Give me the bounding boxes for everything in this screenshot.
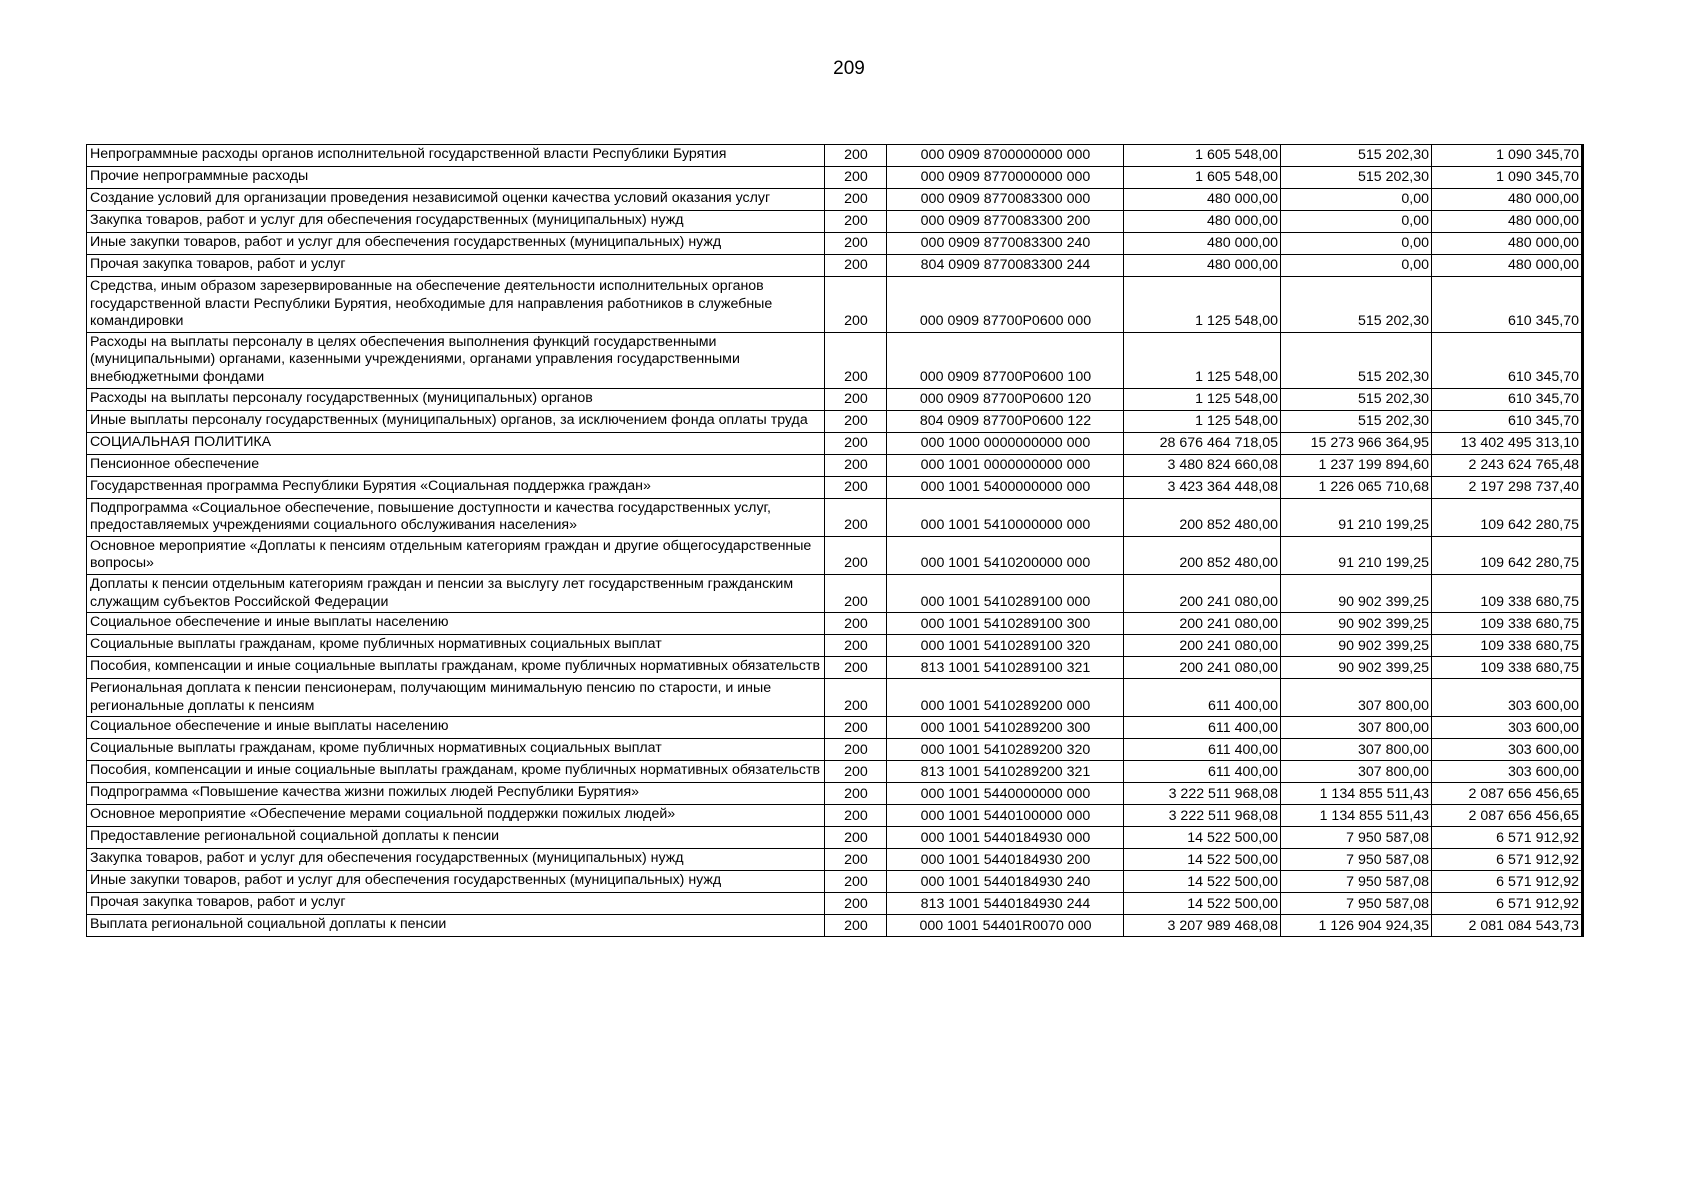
row-name-cell: Иные закупки товаров, работ и услуг для обеспечения государственных (муниципальных) нужд xyxy=(87,871,825,893)
row-approved-amount-cell: 611 400,00 xyxy=(1124,761,1281,783)
row-name-cell: Расходы на выплаты персоналу в целях обеспечения выполнения функций государственными (муниципальными) органами, казенными учреждениями, органами управления государственными внебюджетными фондами xyxy=(87,332,825,388)
row-budget-classification-code-cell: 000 1001 5410289100 320 xyxy=(887,635,1124,657)
row-executed-amount-cell: 0,00 xyxy=(1281,255,1432,277)
row-code-cell: 200 xyxy=(825,871,887,893)
row-name-cell: Региональная доплата к пенсии пенсионерам, получающим минимальную пенсию по старости, и иные региональные доплаты к пенсиям xyxy=(87,679,825,717)
row-approved-amount-cell: 200 241 080,00 xyxy=(1124,657,1281,679)
row-code-cell: 200 xyxy=(825,255,887,277)
row-unexecuted-amount-cell: 2 081 084 543,73 xyxy=(1432,915,1583,937)
row-executed-amount-cell: 0,00 xyxy=(1281,189,1432,211)
row-code-cell: 200 xyxy=(825,893,887,915)
row-approved-amount-cell: 480 000,00 xyxy=(1124,233,1281,255)
row-unexecuted-amount-cell: 480 000,00 xyxy=(1432,189,1583,211)
row-budget-classification-code-cell: 000 0909 87700P0600 000 xyxy=(887,277,1124,333)
row-code-cell: 200 xyxy=(825,761,887,783)
row-approved-amount-cell: 200 241 080,00 xyxy=(1124,613,1281,635)
table-row xyxy=(87,827,1583,849)
row-unexecuted-amount-cell: 109 642 280,75 xyxy=(1432,536,1583,574)
row-code-cell: 200 xyxy=(825,679,887,717)
table-row xyxy=(87,739,1583,761)
row-executed-amount-cell: 1 134 855 511,43 xyxy=(1281,805,1432,827)
row-name-cell: Предоставление региональной социальной доплаты к пенсии xyxy=(87,827,825,849)
table-row xyxy=(87,476,1583,498)
row-budget-classification-code-cell: 000 1001 5410289100 300 xyxy=(887,613,1124,635)
row-approved-amount-cell: 3 423 364 448,08 xyxy=(1124,476,1281,498)
table-row xyxy=(87,454,1583,476)
row-name-cell: Пенсионное обеспечение xyxy=(87,454,825,476)
row-budget-classification-code-cell: 000 1001 0000000000 000 xyxy=(887,454,1124,476)
table-row xyxy=(87,388,1583,410)
row-approved-amount-cell: 3 222 511 968,08 xyxy=(1124,805,1281,827)
row-approved-amount-cell: 3 207 989 468,08 xyxy=(1124,915,1281,937)
row-executed-amount-cell: 515 202,30 xyxy=(1281,332,1432,388)
row-code-cell: 200 xyxy=(825,189,887,211)
row-budget-classification-code-cell: 000 1001 5410289100 000 xyxy=(887,574,1124,612)
row-approved-amount-cell: 14 522 500,00 xyxy=(1124,871,1281,893)
table-row xyxy=(87,805,1583,827)
row-executed-amount-cell: 515 202,30 xyxy=(1281,410,1432,432)
row-approved-amount-cell: 14 522 500,00 xyxy=(1124,849,1281,871)
table-row xyxy=(87,498,1583,536)
row-approved-amount-cell: 611 400,00 xyxy=(1124,717,1281,739)
row-executed-amount-cell: 0,00 xyxy=(1281,211,1432,233)
table-row xyxy=(87,849,1583,871)
row-budget-classification-code-cell: 813 1001 5410289100 321 xyxy=(887,657,1124,679)
row-executed-amount-cell: 91 210 199,25 xyxy=(1281,536,1432,574)
row-unexecuted-amount-cell: 610 345,70 xyxy=(1432,388,1583,410)
row-executed-amount-cell: 90 902 399,25 xyxy=(1281,613,1432,635)
row-executed-amount-cell: 1 134 855 511,43 xyxy=(1281,783,1432,805)
table-row xyxy=(87,211,1583,233)
row-code-cell: 200 xyxy=(825,233,887,255)
row-budget-classification-code-cell: 000 0909 8770000000 000 xyxy=(887,167,1124,189)
row-approved-amount-cell: 611 400,00 xyxy=(1124,739,1281,761)
row-name-cell: Расходы на выплаты персоналу государственных (муниципальных) органов xyxy=(87,388,825,410)
row-name-cell: Основное мероприятие «Доплаты к пенсиям отдельным категориям граждан и другие общегосударственные вопросы» xyxy=(87,536,825,574)
table-row xyxy=(87,761,1583,783)
row-unexecuted-amount-cell: 109 338 680,75 xyxy=(1432,657,1583,679)
row-name-cell: Социальные выплаты гражданам, кроме публичных нормативных социальных выплат xyxy=(87,739,825,761)
row-budget-classification-code-cell: 000 0909 8770083300 200 xyxy=(887,211,1124,233)
row-executed-amount-cell: 7 950 587,08 xyxy=(1281,893,1432,915)
row-code-cell: 200 xyxy=(825,277,887,333)
row-approved-amount-cell: 1 125 548,00 xyxy=(1124,332,1281,388)
row-executed-amount-cell: 90 902 399,25 xyxy=(1281,657,1432,679)
row-unexecuted-amount-cell: 109 642 280,75 xyxy=(1432,498,1583,536)
table-row xyxy=(87,574,1583,612)
row-budget-classification-code-cell: 000 1001 5440184930 000 xyxy=(887,827,1124,849)
row-budget-classification-code-cell: 000 1001 5440100000 000 xyxy=(887,805,1124,827)
table-row xyxy=(87,332,1583,388)
table-row xyxy=(87,635,1583,657)
row-budget-classification-code-cell: 813 1001 5410289200 321 xyxy=(887,761,1124,783)
row-code-cell: 200 xyxy=(825,432,887,454)
row-code-cell: 200 xyxy=(825,167,887,189)
row-budget-classification-code-cell: 000 0909 87700P0600 100 xyxy=(887,332,1124,388)
row-unexecuted-amount-cell: 6 571 912,92 xyxy=(1432,871,1583,893)
row-unexecuted-amount-cell: 109 338 680,75 xyxy=(1432,613,1583,635)
row-unexecuted-amount-cell: 2 197 298 737,40 xyxy=(1432,476,1583,498)
table-row xyxy=(87,783,1583,805)
row-approved-amount-cell: 1 605 548,00 xyxy=(1124,145,1281,167)
row-budget-classification-code-cell: 813 1001 5440184930 244 xyxy=(887,893,1124,915)
row-approved-amount-cell: 611 400,00 xyxy=(1124,679,1281,717)
row-unexecuted-amount-cell: 303 600,00 xyxy=(1432,761,1583,783)
row-budget-classification-code-cell: 000 0909 87700P0600 120 xyxy=(887,388,1124,410)
row-budget-classification-code-cell: 000 0909 8770083300 000 xyxy=(887,189,1124,211)
row-executed-amount-cell: 515 202,30 xyxy=(1281,388,1432,410)
row-budget-classification-code-cell: 000 1001 54401R0070 000 xyxy=(887,915,1124,937)
row-budget-classification-code-cell: 000 1000 0000000000 000 xyxy=(887,432,1124,454)
row-name-cell: Средства, иным образом зарезервированные на обеспечение деятельности исполнительных органов государственной власти Республики Бурятия, необходимые для направления работников в служебные командировки xyxy=(87,277,825,333)
row-executed-amount-cell: 515 202,30 xyxy=(1281,277,1432,333)
row-code-cell: 200 xyxy=(825,805,887,827)
row-code-cell: 200 xyxy=(825,657,887,679)
row-name-cell: Основное мероприятие «Обеспечение мерами социальной поддержки пожилых людей» xyxy=(87,805,825,827)
table-row xyxy=(87,536,1583,574)
row-approved-amount-cell: 1 125 548,00 xyxy=(1124,410,1281,432)
row-unexecuted-amount-cell: 303 600,00 xyxy=(1432,679,1583,717)
row-code-cell: 200 xyxy=(825,574,887,612)
row-unexecuted-amount-cell: 480 000,00 xyxy=(1432,255,1583,277)
row-executed-amount-cell: 90 902 399,25 xyxy=(1281,635,1432,657)
row-unexecuted-amount-cell: 109 338 680,75 xyxy=(1432,574,1583,612)
row-unexecuted-amount-cell: 2 087 656 456,65 xyxy=(1432,783,1583,805)
row-executed-amount-cell: 15 273 966 364,95 xyxy=(1281,432,1432,454)
table-row xyxy=(87,679,1583,717)
row-code-cell: 200 xyxy=(825,915,887,937)
row-unexecuted-amount-cell: 6 571 912,92 xyxy=(1432,849,1583,871)
row-budget-classification-code-cell: 804 0909 8770083300 244 xyxy=(887,255,1124,277)
row-unexecuted-amount-cell: 610 345,70 xyxy=(1432,277,1583,333)
row-budget-classification-code-cell: 000 1001 5440184930 200 xyxy=(887,849,1124,871)
table-row xyxy=(87,410,1583,432)
row-unexecuted-amount-cell: 610 345,70 xyxy=(1432,332,1583,388)
row-executed-amount-cell: 7 950 587,08 xyxy=(1281,849,1432,871)
row-name-cell: Прочая закупка товаров, работ и услуг xyxy=(87,893,825,915)
table-row xyxy=(87,145,1583,167)
row-budget-classification-code-cell: 000 0909 8770083300 240 xyxy=(887,233,1124,255)
table-row xyxy=(87,915,1583,937)
row-approved-amount-cell: 14 522 500,00 xyxy=(1124,893,1281,915)
row-budget-classification-code-cell: 000 1001 5410289200 320 xyxy=(887,739,1124,761)
row-executed-amount-cell: 307 800,00 xyxy=(1281,679,1432,717)
table-row xyxy=(87,167,1583,189)
row-unexecuted-amount-cell: 480 000,00 xyxy=(1432,233,1583,255)
row-code-cell: 200 xyxy=(825,849,887,871)
row-name-cell: Иные выплаты персоналу государственных (муниципальных) органов, за исключением фонда оплаты труда xyxy=(87,410,825,432)
row-name-cell: Иные закупки товаров, работ и услуг для обеспечения государственных (муниципальных) нужд xyxy=(87,233,825,255)
row-code-cell: 200 xyxy=(825,827,887,849)
row-code-cell: 200 xyxy=(825,332,887,388)
row-name-cell: Пособия, компенсации и иные социальные выплаты гражданам, кроме публичных нормативных обязательств xyxy=(87,657,825,679)
row-executed-amount-cell: 0,00 xyxy=(1281,233,1432,255)
row-name-cell: Социальные выплаты гражданам, кроме публичных нормативных социальных выплат xyxy=(87,635,825,657)
table-row xyxy=(87,893,1583,915)
row-budget-classification-code-cell: 000 1001 5410200000 000 xyxy=(887,536,1124,574)
row-name-cell: Прочие непрограммные расходы xyxy=(87,167,825,189)
row-approved-amount-cell: 1 605 548,00 xyxy=(1124,167,1281,189)
row-approved-amount-cell: 1 125 548,00 xyxy=(1124,277,1281,333)
row-name-cell: Создание условий для организации проведения независимой оценки качества условий оказания услуг xyxy=(87,189,825,211)
row-unexecuted-amount-cell: 109 338 680,75 xyxy=(1432,635,1583,657)
row-executed-amount-cell: 307 800,00 xyxy=(1281,739,1432,761)
row-name-cell: СОЦИАЛЬНАЯ ПОЛИТИКА xyxy=(87,432,825,454)
row-executed-amount-cell: 1 237 199 894,60 xyxy=(1281,454,1432,476)
table-row xyxy=(87,277,1583,333)
row-unexecuted-amount-cell: 303 600,00 xyxy=(1432,717,1583,739)
table-row xyxy=(87,189,1583,211)
row-name-cell: Прочая закупка товаров, работ и услуг xyxy=(87,255,825,277)
row-executed-amount-cell: 515 202,30 xyxy=(1281,167,1432,189)
row-unexecuted-amount-cell: 2 243 624 765,48 xyxy=(1432,454,1583,476)
row-unexecuted-amount-cell: 610 345,70 xyxy=(1432,410,1583,432)
table-row xyxy=(87,255,1583,277)
row-approved-amount-cell: 3 222 511 968,08 xyxy=(1124,783,1281,805)
row-name-cell: Закупка товаров, работ и услуг для обеспечения государственных (муниципальных) нужд xyxy=(87,849,825,871)
row-executed-amount-cell: 7 950 587,08 xyxy=(1281,871,1432,893)
row-approved-amount-cell: 200 241 080,00 xyxy=(1124,635,1281,657)
row-approved-amount-cell: 480 000,00 xyxy=(1124,189,1281,211)
row-budget-classification-code-cell: 000 1001 5440184930 240 xyxy=(887,871,1124,893)
row-name-cell: Выплата региональной социальной доплаты к пенсии xyxy=(87,915,825,937)
row-code-cell: 200 xyxy=(825,476,887,498)
row-unexecuted-amount-cell: 303 600,00 xyxy=(1432,739,1583,761)
row-executed-amount-cell: 1 126 904 924,35 xyxy=(1281,915,1432,937)
row-approved-amount-cell: 1 125 548,00 xyxy=(1124,388,1281,410)
row-code-cell: 200 xyxy=(825,783,887,805)
row-code-cell: 200 xyxy=(825,388,887,410)
row-approved-amount-cell: 480 000,00 xyxy=(1124,255,1281,277)
table-row xyxy=(87,871,1583,893)
row-code-cell: 200 xyxy=(825,410,887,432)
row-budget-classification-code-cell: 000 1001 5400000000 000 xyxy=(887,476,1124,498)
row-unexecuted-amount-cell: 480 000,00 xyxy=(1432,211,1583,233)
page-number: 209 xyxy=(833,58,865,79)
row-executed-amount-cell: 91 210 199,25 xyxy=(1281,498,1432,536)
row-approved-amount-cell: 480 000,00 xyxy=(1124,211,1281,233)
row-unexecuted-amount-cell: 6 571 912,92 xyxy=(1432,827,1583,849)
row-code-cell: 200 xyxy=(825,454,887,476)
row-code-cell: 200 xyxy=(825,635,887,657)
row-approved-amount-cell: 14 522 500,00 xyxy=(1124,827,1281,849)
table-row xyxy=(87,657,1583,679)
row-unexecuted-amount-cell: 6 571 912,92 xyxy=(1432,893,1583,915)
row-budget-classification-code-cell: 000 0909 8700000000 000 xyxy=(887,145,1124,167)
row-budget-classification-code-cell: 804 0909 87700P0600 122 xyxy=(887,410,1124,432)
row-approved-amount-cell: 200 241 080,00 xyxy=(1124,574,1281,612)
row-name-cell: Подпрограмма «Повышение качества жизни пожилых людей Республики Бурятия» xyxy=(87,783,825,805)
row-budget-classification-code-cell: 000 1001 5410000000 000 xyxy=(887,498,1124,536)
row-code-cell: 200 xyxy=(825,717,887,739)
row-name-cell: Социальное обеспечение и иные выплаты населению xyxy=(87,717,825,739)
row-code-cell: 200 xyxy=(825,739,887,761)
row-approved-amount-cell: 200 852 480,00 xyxy=(1124,536,1281,574)
row-executed-amount-cell: 307 800,00 xyxy=(1281,761,1432,783)
row-approved-amount-cell: 3 480 824 660,08 xyxy=(1124,454,1281,476)
row-code-cell: 200 xyxy=(825,498,887,536)
row-code-cell: 200 xyxy=(825,211,887,233)
row-budget-classification-code-cell: 000 1001 5410289200 300 xyxy=(887,717,1124,739)
row-name-cell: Социальное обеспечение и иные выплаты населению xyxy=(87,613,825,635)
budget-table-body xyxy=(87,145,1583,937)
row-code-cell: 200 xyxy=(825,145,887,167)
row-executed-amount-cell: 90 902 399,25 xyxy=(1281,574,1432,612)
row-unexecuted-amount-cell: 1 090 345,70 xyxy=(1432,145,1583,167)
row-unexecuted-amount-cell: 1 090 345,70 xyxy=(1432,167,1583,189)
row-code-cell: 200 xyxy=(825,536,887,574)
row-name-cell: Государственная программа Республики Бурятия «Социальная поддержка граждан» xyxy=(87,476,825,498)
row-budget-classification-code-cell: 000 1001 5410289200 000 xyxy=(887,679,1124,717)
row-name-cell: Непрограммные расходы органов исполнительной государственной власти Республики Бурятия xyxy=(87,145,825,167)
row-executed-amount-cell: 307 800,00 xyxy=(1281,717,1432,739)
row-executed-amount-cell: 7 950 587,08 xyxy=(1281,827,1432,849)
row-budget-classification-code-cell: 000 1001 5440000000 000 xyxy=(887,783,1124,805)
row-unexecuted-amount-cell: 13 402 495 313,10 xyxy=(1432,432,1583,454)
row-executed-amount-cell: 515 202,30 xyxy=(1281,145,1432,167)
row-executed-amount-cell: 1 226 065 710,68 xyxy=(1281,476,1432,498)
table-row xyxy=(87,432,1583,454)
row-name-cell: Подпрограмма «Социальное обеспечение, повышение доступности и качества государственных услуг, предоставляемых учреждениями социального обслуживания населения» xyxy=(87,498,825,536)
row-approved-amount-cell: 200 852 480,00 xyxy=(1124,498,1281,536)
row-name-cell: Закупка товаров, работ и услуг для обеспечения государственных (муниципальных) нужд xyxy=(87,211,825,233)
budget-table xyxy=(86,144,1584,937)
row-name-cell: Пособия, компенсации и иные социальные выплаты гражданам, кроме публичных нормативных обязательств xyxy=(87,761,825,783)
table-row xyxy=(87,613,1583,635)
row-approved-amount-cell: 28 676 464 718,05 xyxy=(1124,432,1281,454)
table-row xyxy=(87,717,1583,739)
row-unexecuted-amount-cell: 2 087 656 456,65 xyxy=(1432,805,1583,827)
table-row xyxy=(87,233,1583,255)
row-name-cell: Доплаты к пенсии отдельным категориям граждан и пенсии за выслугу лет государственным гражданским служащим субъектов Российской Федерации xyxy=(87,574,825,612)
row-code-cell: 200 xyxy=(825,613,887,635)
